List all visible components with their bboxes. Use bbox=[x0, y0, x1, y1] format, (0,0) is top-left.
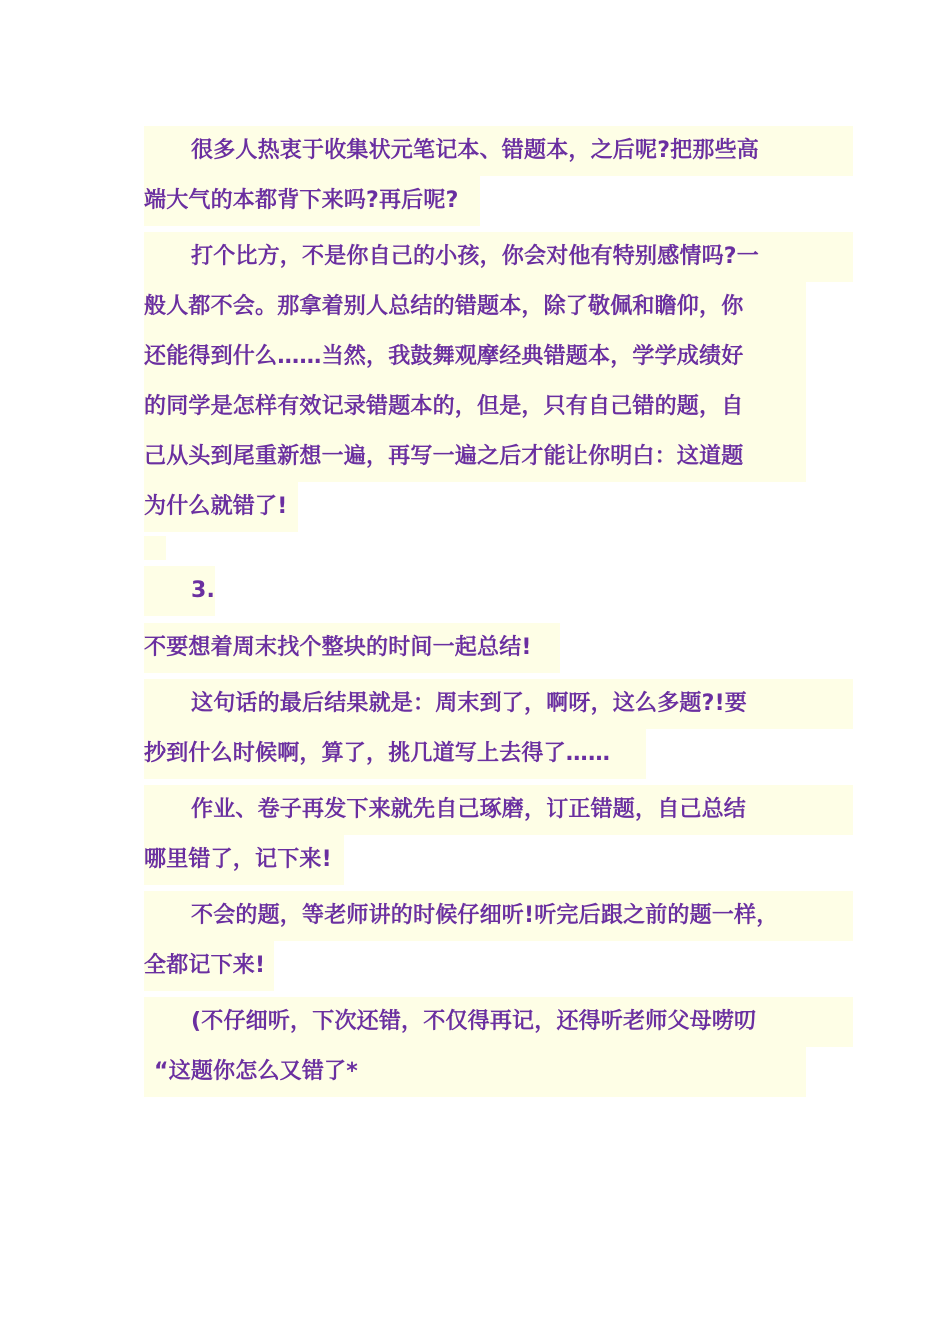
paragraph-6-line-1: 作业、卷子再发下来就先自己琢磨，订正错题，自己总结 bbox=[144, 785, 853, 835]
paragraph-6-line-2: 哪里错了，记下来! bbox=[144, 835, 344, 885]
paragraph-2-line-3: 还能得到什么……当然，我鼓舞观摩经典错题本，学学成绩好 bbox=[144, 332, 806, 382]
paragraph-7-line-2: 全都记下来! bbox=[144, 941, 274, 991]
paragraph-2-line-1: 打个比方，不是你自己的小孩，你会对他有特别感情吗?一 bbox=[144, 232, 853, 282]
paragraph-7-line-1: 不会的题，等老师讲的时候仔细听!听完后跟之前的题一样， bbox=[144, 891, 853, 941]
paragraph-8-line-1: (不仔细听，下次还错，不仅得再记，还得听老师父母唠叨 bbox=[144, 997, 853, 1047]
paragraph-4-line-1: 不要想着周末找个整块的时间一起总结! bbox=[144, 623, 560, 673]
paragraph-8-line-2: “这题你怎么又错了* bbox=[144, 1047, 806, 1097]
paragraph-5-line-1: 这句话的最后结果就是：周末到了，啊呀，这么多题?!要 bbox=[144, 679, 853, 729]
paragraph-3-line-1: 3. bbox=[144, 566, 215, 616]
paragraph-1-line-1: 很多人热衷于收集状元笔记本、错题本，之后呢?把那些高 bbox=[144, 126, 853, 176]
blank-line bbox=[144, 536, 166, 560]
paragraph-2-line-6: 为什么就错了! bbox=[144, 482, 298, 532]
paragraph-2-line-5: 己从头到尾重新想一遍，再写一遍之后才能让你明白：这道题 bbox=[144, 432, 806, 482]
paragraph-2-line-4: 的同学是怎样有效记录错题本的，但是，只有自己错的题，自 bbox=[144, 382, 806, 432]
paragraph-1-line-2: 端大气的本都背下来吗?再后呢? bbox=[144, 176, 480, 226]
paragraph-2-line-2: 般人都不会。那拿着别人总结的错题本，除了敬佩和瞻仰，你 bbox=[144, 282, 806, 332]
paragraph-5-line-2: 抄到什么时候啊，算了，挑几道写上去得了…… bbox=[144, 729, 646, 779]
